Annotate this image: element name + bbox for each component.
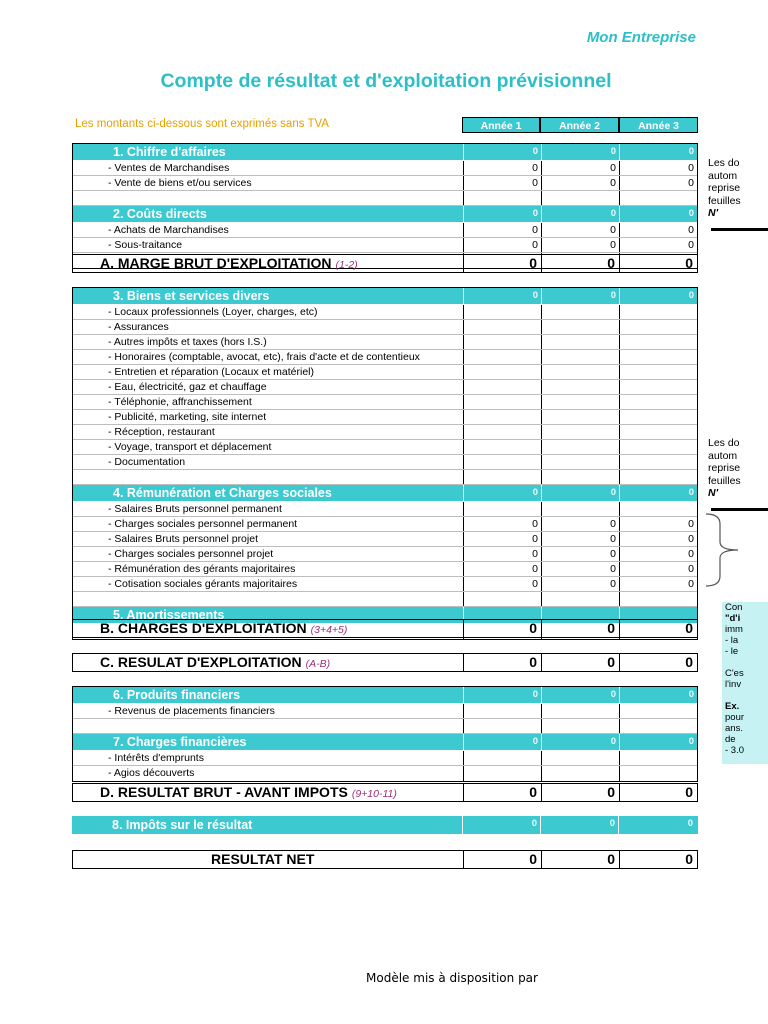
table-row: [73, 719, 697, 734]
side-note-line: autom: [708, 449, 738, 462]
cell-value[interactable]: 0: [619, 176, 697, 190]
cell-value[interactable]: 0: [463, 577, 541, 591]
cell-value[interactable]: 0: [619, 734, 697, 750]
total-label: RESULTAT NET: [211, 851, 315, 867]
total-formula: (A-B): [305, 658, 331, 670]
total-net-result: [72, 850, 698, 869]
total-value[interactable]: 0: [619, 620, 697, 637]
cell-value[interactable]: 0: [541, 734, 619, 750]
total-label: D. RESULTAT BRUT - AVANT IMPOTS: [100, 784, 348, 800]
row-label: - Autres impôts et taxes (hors I.S.): [108, 336, 267, 348]
cell-value[interactable]: 0: [463, 238, 541, 252]
row-label: - Agios découverts: [108, 767, 195, 779]
table-row: [73, 350, 697, 365]
cell-value[interactable]: [463, 410, 541, 424]
cell-value[interactable]: [619, 751, 697, 765]
row-label: - Assurances: [108, 321, 169, 333]
side-note-line: reprise: [708, 182, 741, 194]
table-row: [73, 223, 697, 238]
side-note-line: - 3.0: [725, 745, 745, 756]
row-label: [73, 719, 463, 733]
side-note-line: N': [708, 487, 719, 499]
cell-value[interactable]: 0: [462, 816, 540, 834]
table-row: [73, 161, 697, 176]
side-note-line: - le: [725, 646, 739, 657]
section-label: 3. Biens et services divers: [113, 289, 270, 303]
section-label: 5. Amortissements: [113, 608, 225, 622]
cell-value[interactable]: 0: [463, 223, 541, 237]
cell-value[interactable]: [541, 766, 619, 781]
total-value[interactable]: 0: [541, 620, 619, 637]
row-label: - Rémunération des gérants majoritaires: [108, 563, 296, 575]
side-note-line: Les do: [708, 437, 740, 449]
cell-value[interactable]: [619, 191, 697, 205]
section-header-row: [73, 206, 697, 223]
section-header-row: [73, 288, 697, 305]
cell-value[interactable]: [541, 440, 619, 454]
cell-value[interactable]: [541, 305, 619, 319]
curly-brace-icon: [700, 512, 745, 588]
total-value[interactable]: 0: [541, 851, 619, 868]
year-header: Année 2: [540, 117, 619, 133]
total-value[interactable]: 0: [619, 654, 697, 671]
cell-value[interactable]: [463, 502, 541, 516]
total-formula: (1-2): [335, 259, 358, 271]
side-divider: [711, 508, 768, 511]
cell-value[interactable]: 0: [619, 577, 697, 591]
cell-value[interactable]: [619, 335, 697, 349]
cell-value[interactable]: 0: [463, 734, 541, 750]
section-header-row: [72, 816, 698, 835]
side-note-line: N': [708, 207, 719, 219]
cell-value[interactable]: 0: [463, 562, 541, 576]
cell-value[interactable]: 0: [541, 206, 619, 222]
cell-value[interactable]: [541, 704, 619, 718]
row-label: - Charges sociales personnel projet: [108, 548, 274, 560]
section-label: 8. Impôts sur le résultat: [112, 818, 253, 832]
cell-value[interactable]: 0: [463, 485, 541, 501]
cell-value[interactable]: [619, 592, 697, 606]
total-label: B. CHARGES D'EXPLOITATION: [100, 620, 307, 636]
cell-value[interactable]: [541, 425, 619, 439]
cell-value[interactable]: 0: [618, 816, 696, 834]
cell-value[interactable]: [463, 440, 541, 454]
total-result-before-tax: [72, 783, 698, 802]
side-note-line: imm: [725, 624, 743, 635]
side-note-3: [722, 602, 768, 764]
total-value[interactable]: 0: [463, 654, 541, 671]
cell-value[interactable]: [463, 766, 541, 781]
cell-value[interactable]: 0: [463, 161, 541, 175]
cell-value[interactable]: [619, 704, 697, 718]
year-header: Année 1: [462, 117, 540, 133]
side-note-line: pour: [725, 712, 745, 723]
cell-value[interactable]: [463, 191, 541, 205]
row-label: - Locaux professionnels (Loyer, charges, etc): [108, 306, 318, 318]
side-note-line: autom: [708, 169, 738, 182]
cell-value[interactable]: [619, 320, 697, 334]
cell-value[interactable]: 0: [463, 547, 541, 561]
table-row: [73, 425, 697, 440]
page-title: Compte de résultat et d'exploitation prévisionnel: [160, 70, 612, 92]
cell-value[interactable]: [619, 365, 697, 379]
cell-value[interactable]: [463, 380, 541, 394]
cell-value[interactable]: 0: [541, 238, 619, 252]
total-value[interactable]: 0: [619, 851, 697, 868]
section-header-row: [73, 687, 697, 704]
section-label: 2. Coûts directs: [113, 207, 207, 221]
table-row: [73, 238, 697, 253]
cell-value[interactable]: [541, 592, 619, 606]
table-row: [73, 395, 697, 410]
total-formula: (3+4+5): [310, 624, 348, 636]
total-operating-charges: [72, 619, 698, 638]
cell-value[interactable]: [619, 470, 697, 484]
cell-value[interactable]: [619, 395, 697, 409]
row-label: - Salaires Bruts personnel projet: [108, 533, 258, 545]
cell-value[interactable]: 0: [463, 144, 541, 160]
cell-value[interactable]: 0: [541, 144, 619, 160]
table-row: [73, 176, 697, 191]
table-row: [73, 766, 697, 781]
total-operating-result: [72, 653, 698, 672]
cell-value[interactable]: 0: [463, 532, 541, 546]
row-label: - Voyage, transport et déplacement: [108, 441, 272, 453]
cell-value[interactable]: 0: [540, 816, 618, 834]
section-header-row: [73, 734, 697, 751]
row-label: - Publicité, marketing, site internet: [108, 411, 267, 423]
cell-value[interactable]: 0: [541, 176, 619, 190]
cell-value[interactable]: [463, 751, 541, 765]
side-note-2: [708, 437, 768, 500]
cell-value[interactable]: [619, 425, 697, 439]
cell-value[interactable]: [463, 335, 541, 349]
cell-value[interactable]: 0: [619, 238, 697, 252]
row-label: - Documentation: [108, 456, 186, 468]
cell-value[interactable]: 0: [619, 223, 697, 237]
row-label: - Honoraires (comptable, avocat, etc), frais d'acte et de contentieux: [108, 351, 420, 363]
side-note-line: feuilles: [708, 194, 741, 207]
cell-value[interactable]: [619, 766, 697, 781]
cell-value[interactable]: [619, 719, 697, 733]
cell-value[interactable]: [541, 335, 619, 349]
row-label: - Revenus de placements financiers: [108, 705, 275, 717]
table-row: [73, 335, 697, 350]
side-note-1: [708, 157, 768, 220]
section-label: 6. Produits financiers: [113, 688, 241, 702]
cell-value[interactable]: 0: [541, 577, 619, 591]
side-note-line: de: [725, 734, 736, 745]
cell-value[interactable]: 0: [619, 144, 697, 160]
cell-value[interactable]: 0: [541, 161, 619, 175]
cell-value[interactable]: [463, 455, 541, 469]
row-label: - Vente de biens et/ou services: [108, 177, 252, 189]
cell-value[interactable]: [463, 425, 541, 439]
table-row: [73, 704, 697, 719]
row-label: [73, 592, 463, 606]
table-row: [73, 305, 697, 320]
cell-value[interactable]: 0: [619, 547, 697, 561]
cell-value[interactable]: [541, 470, 619, 484]
cell-value[interactable]: 0: [463, 687, 541, 703]
cell-value[interactable]: [619, 350, 697, 364]
cell-value[interactable]: 0: [619, 206, 697, 222]
table-row: [73, 562, 697, 577]
vat-note: Les montants ci-dessous sont exprimés sans TVA: [75, 118, 329, 130]
total-label: A. MARGE BRUT D'EXPLOITATION: [100, 255, 332, 271]
cell-value[interactable]: 0: [463, 206, 541, 222]
cell-value[interactable]: 0: [619, 485, 697, 501]
total-value[interactable]: 0: [541, 255, 619, 272]
cell-value[interactable]: [619, 305, 697, 319]
table-row: [73, 502, 697, 517]
cell-value[interactable]: [463, 395, 541, 409]
row-label: - Charges sociales personnel permanent: [108, 518, 298, 530]
cell-value[interactable]: 0: [463, 176, 541, 190]
table-row: [73, 532, 697, 547]
side-note-line: ans.: [725, 723, 743, 734]
row-label: - Réception, restaurant: [108, 426, 215, 438]
cell-value[interactable]: [541, 395, 619, 409]
table-row: [73, 410, 697, 425]
cell-value[interactable]: [541, 320, 619, 334]
section-label: 1. Chiffre d'affaires: [113, 145, 226, 159]
total-value[interactable]: 0: [619, 255, 697, 272]
row-label: - Entretien et réparation (Locaux et matériel): [108, 366, 315, 378]
table-row: [73, 577, 697, 592]
cell-value[interactable]: 0: [619, 517, 697, 531]
cell-value[interactable]: [463, 592, 541, 606]
side-note-line: "d'i: [725, 613, 741, 624]
table-financial: [72, 686, 698, 782]
section-label: 4. Rémunération et Charges sociales: [113, 486, 332, 500]
cell-value[interactable]: [541, 410, 619, 424]
cell-value[interactable]: [541, 502, 619, 516]
total-value[interactable]: 0: [541, 784, 619, 801]
cell-value[interactable]: 0: [619, 288, 697, 304]
cell-value[interactable]: 0: [619, 532, 697, 546]
row-label: - Eau, électricité, gaz et chauffage: [108, 381, 267, 393]
row-label: - Ventes de Marchandises: [108, 162, 230, 174]
side-note-line: l'inv: [725, 679, 742, 690]
table-row: [73, 440, 697, 455]
side-note-line: reprise: [708, 462, 741, 474]
cell-value[interactable]: [619, 502, 697, 516]
row-label: - Achats de Marchandises: [108, 224, 229, 236]
table-row: [73, 547, 697, 562]
table-row: [73, 751, 697, 766]
row-label: - Intérêts d'emprunts: [108, 752, 204, 764]
side-note-line: feuilles: [708, 474, 741, 487]
cell-value[interactable]: [463, 305, 541, 319]
cell-value[interactable]: [541, 191, 619, 205]
table-row: [73, 320, 697, 335]
row-label: - Sous-traitance: [108, 239, 183, 251]
side-note-line: - la: [725, 635, 739, 646]
cell-value[interactable]: 0: [541, 532, 619, 546]
cell-value[interactable]: 0: [619, 687, 697, 703]
cell-value[interactable]: [619, 455, 697, 469]
total-value[interactable]: 0: [463, 784, 541, 801]
year-header: Année 3: [619, 117, 698, 133]
cell-value[interactable]: [463, 320, 541, 334]
total-value[interactable]: 0: [541, 654, 619, 671]
table-row: [73, 470, 697, 485]
cell-value[interactable]: [619, 440, 697, 454]
row-label: - Téléphonie, affranchissement: [108, 396, 252, 408]
cell-value[interactable]: 0: [541, 288, 619, 304]
cell-value[interactable]: [463, 365, 541, 379]
section-header-row: [73, 144, 697, 161]
table-row: [73, 592, 697, 607]
cell-value[interactable]: [541, 365, 619, 379]
total-value[interactable]: 0: [463, 851, 541, 868]
cell-value[interactable]: [463, 719, 541, 733]
total-value[interactable]: 0: [463, 255, 541, 272]
row-label: - Salaires Bruts personnel permanent: [108, 503, 282, 515]
row-label: [73, 470, 463, 484]
cell-value[interactable]: 0: [541, 223, 619, 237]
cell-value[interactable]: 0: [541, 547, 619, 561]
cell-value[interactable]: 0: [619, 562, 697, 576]
table-row: [73, 191, 697, 206]
cell-value[interactable]: [463, 470, 541, 484]
cell-value[interactable]: [541, 380, 619, 394]
cell-value[interactable]: 0: [541, 485, 619, 501]
year-headers: [462, 117, 698, 133]
side-note-line: Les do: [708, 157, 740, 169]
table-row: [73, 380, 697, 395]
total-value[interactable]: 0: [463, 620, 541, 637]
side-note-line: Ex.: [725, 701, 740, 712]
cell-value[interactable]: 0: [541, 517, 619, 531]
cell-value[interactable]: 0: [463, 517, 541, 531]
cell-value[interactable]: [619, 410, 697, 424]
cell-value[interactable]: 0: [619, 161, 697, 175]
table-revenue-costs: [72, 143, 698, 269]
side-note-line: Con: [725, 602, 743, 613]
cell-value[interactable]: [541, 719, 619, 733]
total-gross-margin: [72, 254, 698, 273]
cell-value[interactable]: [463, 350, 541, 364]
cell-value[interactable]: 0: [463, 288, 541, 304]
total-label: C. RESULAT D'EXPLOITATION: [100, 654, 302, 670]
side-divider: [711, 228, 768, 231]
cell-value[interactable]: [619, 380, 697, 394]
total-formula: (9+10-11): [351, 788, 397, 800]
cell-value[interactable]: [541, 350, 619, 364]
cell-value[interactable]: [541, 751, 619, 765]
company-name: Mon Entreprise: [586, 29, 696, 46]
footer-credit: Modèle mis à disposition par: [366, 971, 538, 985]
section-label: 7. Charges financières: [113, 735, 247, 749]
cell-value[interactable]: [463, 704, 541, 718]
table-row: [73, 455, 697, 470]
side-note-line: C'es: [725, 668, 744, 679]
table-row: [73, 517, 697, 532]
row-label: - Cotisation sociales gérants majoritaires: [108, 578, 298, 590]
table-tax: [72, 816, 698, 835]
cell-value[interactable]: [541, 455, 619, 469]
section-header-row: [73, 485, 697, 502]
row-label: [73, 191, 463, 205]
total-value[interactable]: 0: [619, 784, 697, 801]
table-row: [73, 365, 697, 380]
cell-value[interactable]: 0: [541, 687, 619, 703]
cell-value[interactable]: 0: [541, 562, 619, 576]
table-operating-charges: [72, 287, 698, 640]
